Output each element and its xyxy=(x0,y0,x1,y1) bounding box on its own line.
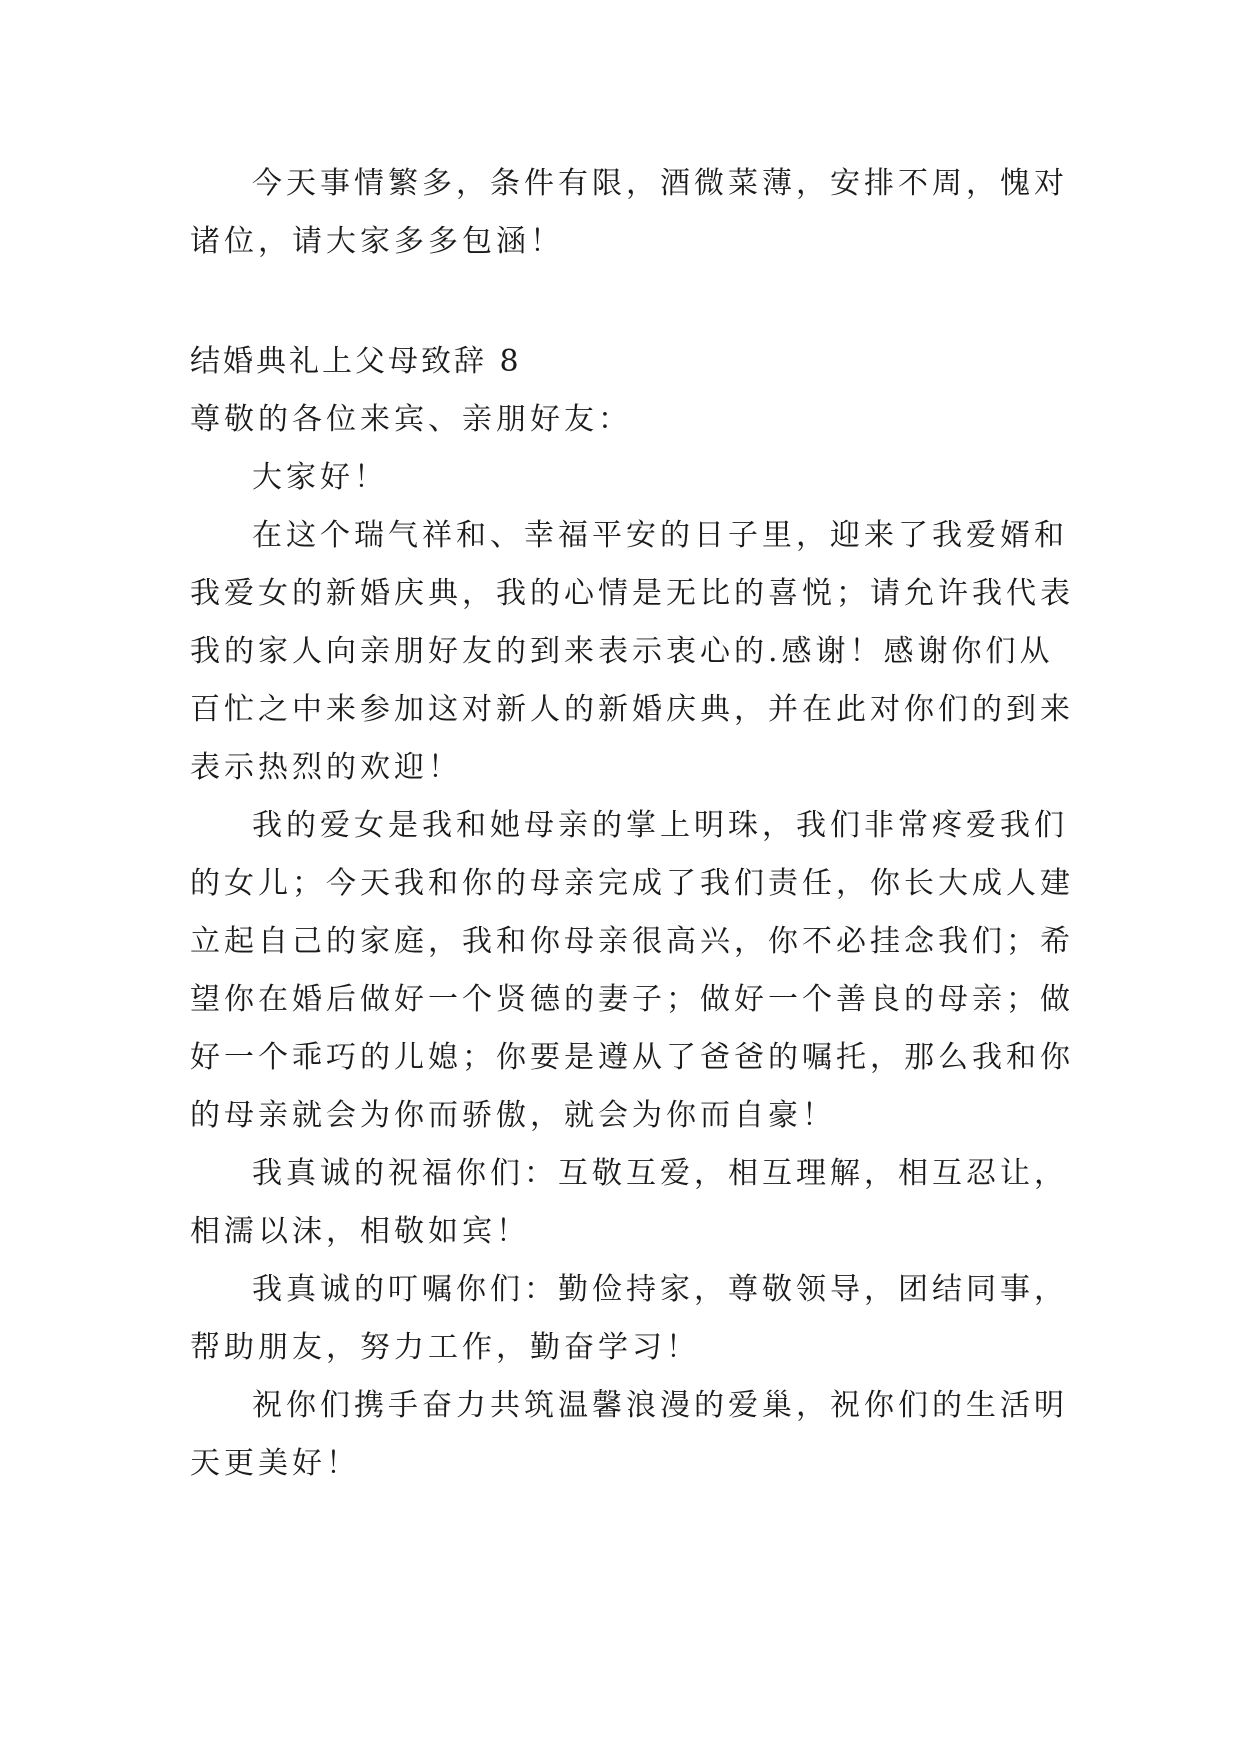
document-body xyxy=(190,155,1074,1493)
section-spacer xyxy=(190,271,1060,333)
paragraph-2 xyxy=(190,797,1074,1145)
paragraph-line: 帮助朋友，努力工作，勤奋学习！ xyxy=(190,1330,700,1365)
section-title: 结婚典礼上父母致辞 8 xyxy=(190,344,522,379)
paragraph-line: 相濡以沫，相敬如宾！ xyxy=(190,1214,530,1249)
paragraph-line: 祝你们携手奋力共筑温馨浪漫的爱巢，祝你们的生活明 xyxy=(252,1388,1068,1423)
paragraph-line: 立起自己的家庭，我和你母亲很高兴，你不必挂念我们；希 xyxy=(190,924,1074,959)
paragraph-5 xyxy=(190,1377,1068,1493)
paragraph-line: 望你在婚后做好一个贤德的妻子；做好一个善良的母亲；做 xyxy=(190,982,1074,1017)
paragraph-line: 诸位，请大家多多包涵！ xyxy=(190,224,564,259)
paragraph-line: 天更美好！ xyxy=(190,1446,360,1481)
paragraph-line: 百忙之中来参加这对新人的新婚庆典，并在此对你们的到来 xyxy=(190,692,1074,727)
paragraph-line: 今天事情繁多，条件有限，酒微菜薄，安排不周，愧对 xyxy=(252,166,1068,201)
paragraph-line: 的母亲就会为你而骄傲，就会为你而自豪！ xyxy=(190,1098,836,1133)
paragraph-3 xyxy=(190,1145,1068,1261)
paragraph-line: 表示热烈的欢迎！ xyxy=(190,750,462,785)
paragraph-line: 好一个乖巧的儿媳；你要是遵从了爸爸的嘱托，那么我和你 xyxy=(190,1040,1074,1075)
salutation: 尊敬的各位来宾、亲朋好友： xyxy=(190,402,632,437)
paragraph-line: 的女儿；今天我和你的母亲完成了我们责任，你长大成人建 xyxy=(190,866,1074,901)
paragraph-4 xyxy=(190,1261,1068,1377)
paragraph-line: 我真诚的祝福你们：互敬互爱，相互理解，相互忍让， xyxy=(252,1156,1068,1191)
paragraph-line: 我爱女的新婚庆典，我的心情是无比的喜悦；请允许我代表 xyxy=(190,576,1074,611)
paragraph-line: 我真诚的叮嘱你们：勤俭持家，尊敬领导，团结同事， xyxy=(252,1272,1068,1307)
greeting: 大家好！ xyxy=(252,460,388,495)
intro-paragraph xyxy=(190,155,1068,271)
paragraph-line: 在这个瑞气祥和、幸福平安的日子里，迎来了我爱婿和 xyxy=(252,518,1068,553)
paragraph-line: 我的爱女是我和她母亲的掌上明珠，我们非常疼爱我们 xyxy=(252,808,1068,843)
paragraph-1 xyxy=(190,507,1074,797)
paragraph-line: 我的家人向亲朋好友的到来表示衷心的.感谢！感谢你们从 xyxy=(190,634,1054,669)
